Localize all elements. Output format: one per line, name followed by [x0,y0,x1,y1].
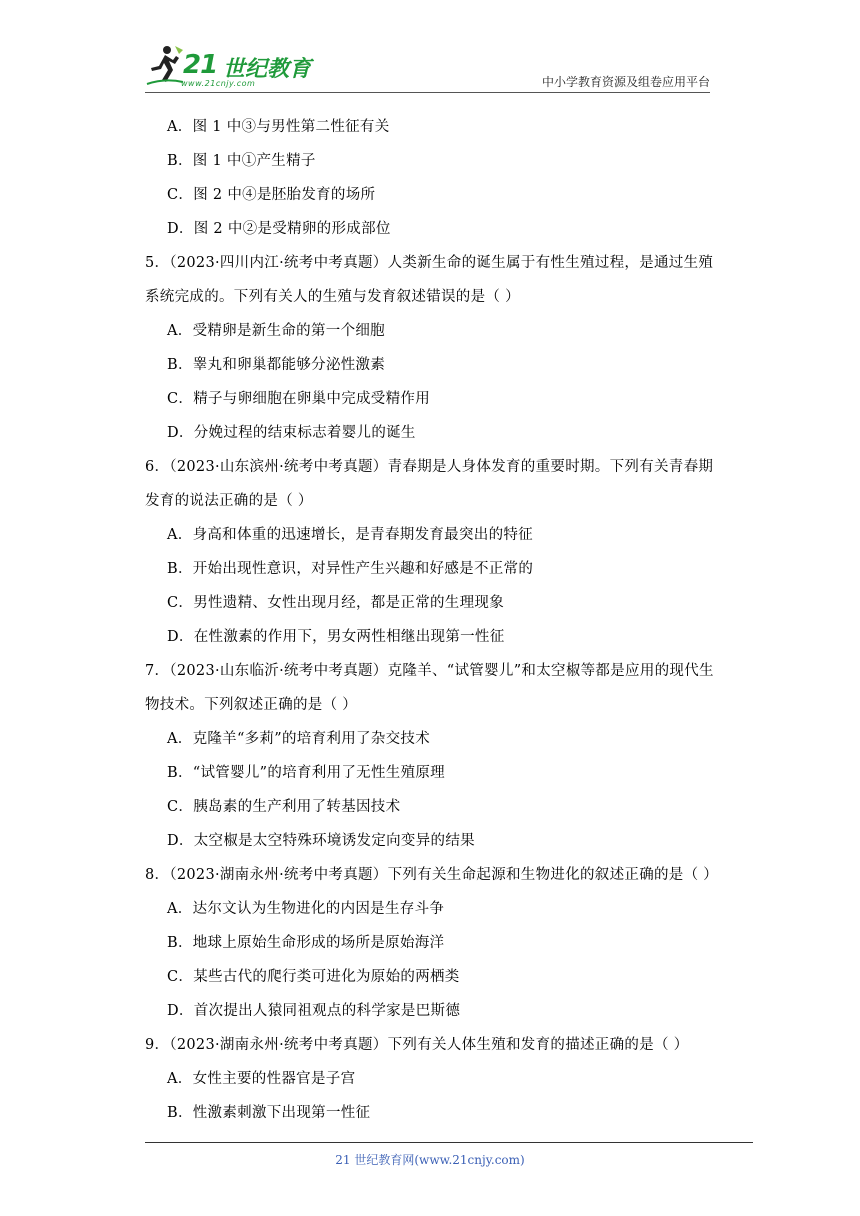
option[interactable]: C．某些古代的爬行类可进化为原始的两栖类 [167,969,460,985]
option[interactable]: B．图 1 中①产生精子 [167,153,316,169]
footer-divider [145,1142,753,1143]
question-list [145,110,719,1130]
option[interactable]: A．受精卵是新生命的第一个细胞 [167,323,385,339]
option[interactable]: D．首次提出人猿同祖观点的科学家是巴斯德 [167,1003,461,1019]
header-divider [145,92,710,93]
option[interactable]: C．男性遗精、女性出现月经，都是正常的生理现象 [167,595,504,611]
question-stem-line: 物技术。下列叙述正确的是（ ） [145,697,358,713]
question-stem-line: 发育的说法正确的是（ ） [145,493,313,509]
option[interactable]: A．达尔文认为生物进化的内因是生存斗争 [167,901,445,917]
question-stem-line: 7．（2023·山东临沂·统考中考真题）克隆羊、“试管婴儿”和太空椒等都是应用的现代生 [145,663,714,679]
question-stem-line: 6．（2023·山东滨州·统考中考真题）青春期是人身体发育的重要时期。下列有关青春期 [145,459,714,475]
option[interactable]: D．太空椒是太空特殊环境诱发定向变异的结果 [167,833,475,849]
question-8 [145,858,719,1028]
question-stem-line: 8．（2023·湖南永州·统考中考真题）下列有关生命起源和生物进化的叙述正确的是（ ） [145,867,719,883]
footer-link[interactable]: 21 世纪教育网(www.21cnjy.com) [335,1153,525,1167]
continued-options [145,110,715,246]
option[interactable]: D．图 2 中②是受精卵的形成部位 [167,221,391,237]
logo-title: 世纪教育 [223,57,312,82]
option[interactable]: B．开始出现性意识，对异性产生兴趣和好感是不正常的 [167,561,534,577]
logo-url: www.21cnjy.com [181,79,256,88]
question-7 [145,654,715,858]
option[interactable]: A．图 1 中③与男性第二性征有关 [167,119,390,135]
option[interactable]: A．女性主要的性器官是子宫 [167,1071,356,1087]
option[interactable]: B．睾丸和卵巢都能够分泌性激素 [167,357,386,373]
option[interactable]: B．地球上原始生命形成的场所是原始海洋 [167,935,445,951]
option[interactable]: A．克隆羊“多莉”的培育利用了杂交技术 [167,731,430,747]
option[interactable]: A．身高和体重的迅速增长，是青春期发育最突出的特征 [167,527,533,543]
site-logo[interactable] [145,40,315,90]
option[interactable]: C．精子与卵细胞在卵巢中完成受精作用 [167,391,430,407]
question-stem-line: 5．（2023·四川内江·统考中考真题）人类新生命的诞生属于有性生殖过程，是通过生殖 [145,255,714,271]
option[interactable]: C．图 2 中④是胚胎发育的场所 [167,187,376,203]
question-5 [145,246,715,450]
option[interactable]: C．胰岛素的生产利用了转基因技术 [167,799,401,815]
runner-icon [145,44,185,88]
question-stem-line: 系统完成的。下列有关人的生殖与发育叙述错误的是（ ） [145,289,520,305]
platform-name: 中小学教育资源及组卷应用平台 [541,75,710,89]
option[interactable]: B．性激素刺激下出现第一性征 [167,1105,371,1121]
question-9 [145,1028,715,1130]
page-header [145,40,710,92]
option[interactable]: D．分娩过程的结束标志着婴儿的诞生 [167,425,416,441]
option[interactable]: D．在性激素的作用下，男女两性相继出现第一性征 [167,629,505,645]
question-6 [145,450,715,654]
logo-number: 21 [183,50,218,80]
question-stem-line: 9．（2023·湖南永州·统考中考真题）下列有关人体生殖和发育的描述正确的是（ ） [145,1037,689,1053]
option[interactable]: B．“试管婴儿”的培育利用了无性生殖原理 [167,765,445,781]
